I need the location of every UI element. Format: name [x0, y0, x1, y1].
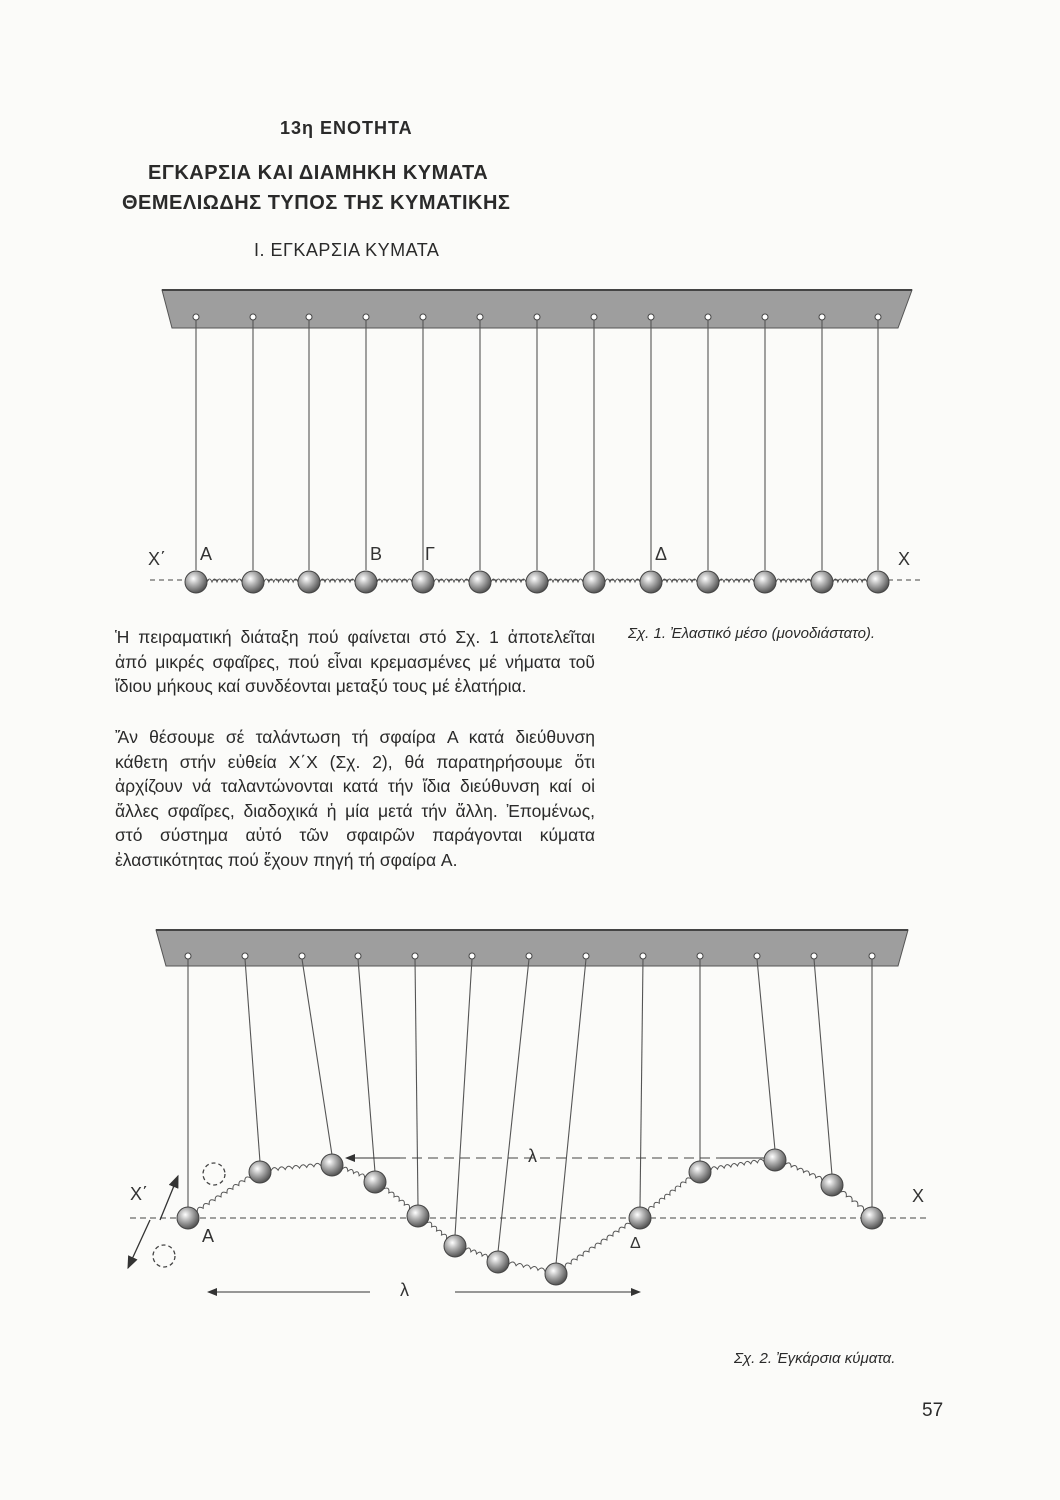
sphere [764, 1149, 786, 1171]
thread [415, 959, 418, 1206]
sphere [185, 571, 207, 593]
figure-1-caption: Σχ. 1. Ἐλαστικό μέσο (μονοδιάστατο). [628, 625, 876, 642]
paragraph-1: Ἡ πειραματική διάταξη πού φαίνεται στό Σχ. 1 ἀποτελεῖται ἀπό μικρές σφαῖρες, πού εἶναι κρεμασμένες μέ νήματα τοῦ ἴδιου μήκους καί συνδέονται μεταξύ τους μέ ἐλατήρια. [115, 627, 595, 696]
thread [498, 959, 529, 1252]
hook [412, 953, 418, 959]
sphere [177, 1207, 199, 1229]
chapter-title-line-1: ΕΓΚΑΡΣΙΑ ΚΑΙ ΔΙΑΜΗΚΗ ΚΥΜΑΤΑ [148, 162, 489, 184]
sphere [412, 571, 434, 593]
hook [477, 314, 483, 320]
spring [384, 1188, 410, 1209]
figure-2-transverse-wave [0, 920, 1060, 1340]
hook [469, 953, 475, 959]
spring [785, 1163, 822, 1181]
threads [185, 953, 875, 1264]
sphere [407, 1205, 429, 1227]
paragraph-2: Ἄν θέσουμε σέ ταλάντωση τή σφαίρα A κατά διεύθυνση κάθετη στήν εὐθεία X΄X (Σχ. 2), θά παρατηρήσουμε ὅτι ἀρχίζουν νά ταλαντώνονται κατά τήν ἴδια διεύθυνση καί οἱ ἄλλες σφαῖρες, διαδοχικά ἡ μία μετά τήν ἄλλη. Ἐπομένως, στό σύστημα αὐτό τῶν σφαιρῶν παράγονται κύματα ἐλαστικότητας πού ἔχουν πηγή τή σφαίρα A. [115, 727, 595, 870]
hook [583, 953, 589, 959]
sphere [364, 1171, 386, 1193]
page-number: 57 [922, 1400, 944, 1421]
section-heading: 13η ΕΝΟΤΗΤΑ [280, 118, 413, 138]
label-x: X [912, 1186, 925, 1206]
lambda-label-top: λ [528, 1146, 537, 1166]
thread [358, 959, 375, 1172]
sphere [321, 1154, 343, 1176]
support-beam [156, 930, 908, 966]
sphere [583, 571, 605, 593]
hook [306, 314, 312, 320]
sphere [469, 571, 491, 593]
sphere [526, 571, 548, 593]
spring [649, 1178, 692, 1211]
spring [509, 1262, 545, 1272]
sphere [487, 1251, 509, 1273]
hook [526, 953, 532, 959]
hook [250, 314, 256, 320]
oscillation-arrow-down [128, 1220, 150, 1268]
thread [302, 959, 332, 1155]
sphere [689, 1161, 711, 1183]
oscillation-arrow-up [160, 1176, 178, 1220]
spring [465, 1248, 487, 1258]
sphere [629, 1207, 651, 1229]
hook [640, 953, 646, 959]
spring [565, 1223, 631, 1268]
sphere [249, 1161, 271, 1183]
sphere [861, 1207, 883, 1229]
threads [193, 314, 881, 570]
thread [455, 959, 472, 1236]
hook [762, 314, 768, 320]
sphere [821, 1174, 843, 1196]
hook [185, 953, 191, 959]
hook [420, 314, 426, 320]
label-x-prime: X΄ [148, 549, 166, 569]
thread [757, 959, 775, 1150]
hook [534, 314, 540, 320]
hook [355, 953, 361, 959]
label-a: A [200, 544, 213, 564]
hook [299, 953, 305, 959]
spring [271, 1163, 321, 1171]
hook [754, 953, 760, 959]
spring [840, 1191, 863, 1211]
sphere [545, 1263, 567, 1285]
hook [705, 314, 711, 320]
label-d: Δ [630, 1235, 641, 1252]
label-a: A [202, 1226, 215, 1246]
spring [711, 1159, 764, 1170]
chapter-title-line-2: ΘΕΜΕΛΙΩΔΗΣ ΤΥΠΟΣ ΤΗΣ ΚΥΜΑΤΙΚΗΣ [122, 192, 511, 214]
thread [814, 959, 832, 1175]
spring [427, 1222, 447, 1239]
subsection-heading: Ι. ΕΓΚΑΡΣΙΑ ΚΥΜΑΤΑ [254, 240, 440, 260]
sphere [242, 571, 264, 593]
figure-1-pendulum-array [0, 280, 1060, 610]
sphere [811, 571, 833, 593]
hook [875, 314, 881, 320]
hook [869, 953, 875, 959]
label-x-prime: X΄ [130, 1184, 148, 1204]
lambda-label-bottom: λ [400, 1280, 409, 1300]
hook [242, 953, 248, 959]
spheres [177, 1149, 883, 1285]
hook [648, 314, 654, 320]
hook [363, 314, 369, 320]
springs [197, 1159, 863, 1271]
hook [819, 314, 825, 320]
spring [197, 1177, 250, 1212]
label-g: Γ [425, 544, 435, 564]
sphere [754, 571, 776, 593]
hook [193, 314, 199, 320]
label-x: X [898, 549, 911, 569]
label-d: Δ [655, 544, 668, 564]
sphere [867, 571, 889, 593]
sphere [355, 571, 377, 593]
sphere [298, 571, 320, 593]
hook [811, 953, 817, 959]
sphere [640, 571, 662, 593]
label-b: B [370, 544, 383, 564]
hook [697, 953, 703, 959]
thread [640, 959, 643, 1208]
thread [245, 959, 260, 1162]
ghost-sphere-down [153, 1245, 175, 1267]
spheres [185, 571, 889, 593]
sphere [697, 571, 719, 593]
hook [591, 314, 597, 320]
spring [342, 1167, 365, 1178]
ghost-sphere-up [203, 1163, 225, 1185]
figure-2-caption: Σχ. 2. Ἐγκάρσια κύματα. [734, 1350, 896, 1367]
sphere [444, 1235, 466, 1257]
